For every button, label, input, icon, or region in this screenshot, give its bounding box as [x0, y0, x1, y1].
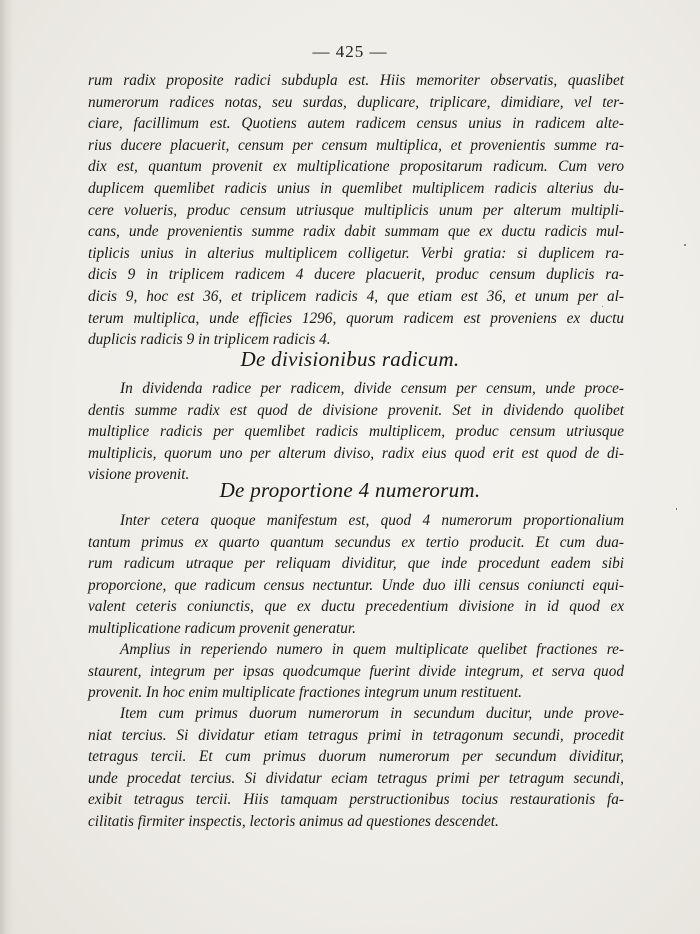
paragraph-inter-cetera [88, 510, 624, 640]
text-line: In dividenda radice per radicem, divide censum per censum, unde proce- [120, 380, 624, 397]
text-line: tetragus tercii. Et cum primus duorum numerorum per secundum dividitur, [88, 748, 624, 766]
paragraph-radix-observatis [88, 70, 624, 351]
text-line: tantum primus ex quarto quantum secundus ex tertio producit. Et cum dua- [88, 533, 624, 551]
paragraph-dividenda-radice [88, 378, 624, 486]
text-line: multiplice radicis per quemlibet radicis multiplicem, produc censum utriusque [88, 423, 624, 441]
text-line: staurent, integrum per ipsas quodcumque fuerint divide integrum, et serva quod [88, 662, 624, 680]
text-line: Item cum primus duorum numerorum in secundum ducitur, unde prove- [120, 705, 624, 722]
text-line: Inter cetera quoque manifestum est, quod 4 numerorum proportionalium [120, 512, 624, 529]
text-line: duplicem quemlibet radicis unius in quemlibet multiplicem radicis alterius du- [88, 179, 624, 197]
text-line: multiplicatione radicum provenit generatur. [88, 619, 356, 637]
page-number: — 425 — [312, 42, 388, 61]
text-line: cans, unde provenientis summe radix dabit summam que ex ductu radicis mul- [88, 223, 624, 241]
text-line: valent ceteris coniunctis, que ex ductu precedentium divisione in id quod ex [88, 598, 624, 616]
text-line: provenit. In hoc enim multiplicate fractiones integrum unum restituent. [88, 684, 522, 702]
text-line: dicis 9 in triplicem radicem 4 ducere placuerit, produc censum duplicis ra- [88, 266, 624, 284]
text-line: rius ducere placuerit, censum per censum multiplica, et provenientis summe ra- [88, 136, 624, 154]
binding-shadow [0, 0, 14, 934]
text-line: rum radix proposite radici subdupla est. Hiis memoriter observatis, quaslibet [88, 72, 624, 89]
text-line: dix est, quantum provenit ex multiplicatione propositarum radicum. Cum vero [88, 158, 624, 176]
text-line: dicis 9, hoc est 36, et triplicem radicis 4, que etiam est 36, et unum per al- [88, 287, 624, 305]
text-line: cilitatis firmiter inspectis, lectoris animus ad questiones descendet. [88, 812, 499, 830]
text-line: cere volueris, produc censum utriusque multiplicis unum per alterum multipli- [88, 201, 624, 219]
heading-de-divisionibus-radicum: De divisionibus radicum. [240, 347, 460, 371]
text-line: exibit tetragus tercii. Hiis tamquam perstructionibus tocius restaurationis fa- [88, 791, 624, 809]
paragraph-item-cum-primus [88, 703, 624, 833]
text-line: multiplicis, quorum uno per alterum diviso, radix eius quod erit est quod de di- [88, 444, 624, 462]
text-line: tiplicis unius in alterius multiplicem colligetur. Verbi gratia: si duplicem ra- [88, 244, 624, 262]
paper-speck [676, 508, 677, 510]
text-line: dentis summe radix est quod de divisione provenit. Set in dividendo quolibet [88, 401, 624, 419]
text-line: visione provenit. [88, 466, 190, 484]
paper-speck [602, 306, 603, 307]
text-line: proporcione, que radicum census nectuntur. Unde duo illi census coniuncti equi- [88, 576, 624, 594]
paper-speck [684, 244, 686, 246]
paragraph-amplius [88, 639, 624, 704]
text-line: ciare, facillimum est. Quotiens autem radicem census unius in radicem alte- [88, 115, 624, 133]
text-line: Amplius in reperiendo numero in quem multiplicate quelibet fractiones re- [120, 641, 624, 658]
text-line: rum radicum utraque per reliquam dividitur, que inde procedunt eadem sibi [88, 555, 624, 573]
text-line: terum multiplica, unde efficies 1296, quorum radicem est proveniens ex ductu [88, 309, 624, 327]
text-line: duplicis radicis 9 in triplicem radicis 4. [88, 331, 331, 349]
text-line: unde procedat tercius. Si dividatur eciam tetragus primi per tetragum secundi, [88, 769, 624, 787]
text-line: niat tercius. Si dividatur etiam tetragus primi in tetragonum secundi, procedit [88, 726, 624, 744]
text-line: numerorum radices notas, seu surdas, duplicare, triplicare, dimidiare, vel ter- [88, 93, 624, 111]
heading-de-proportione-numerorum: De proportione 4 numerorum. [219, 478, 481, 502]
